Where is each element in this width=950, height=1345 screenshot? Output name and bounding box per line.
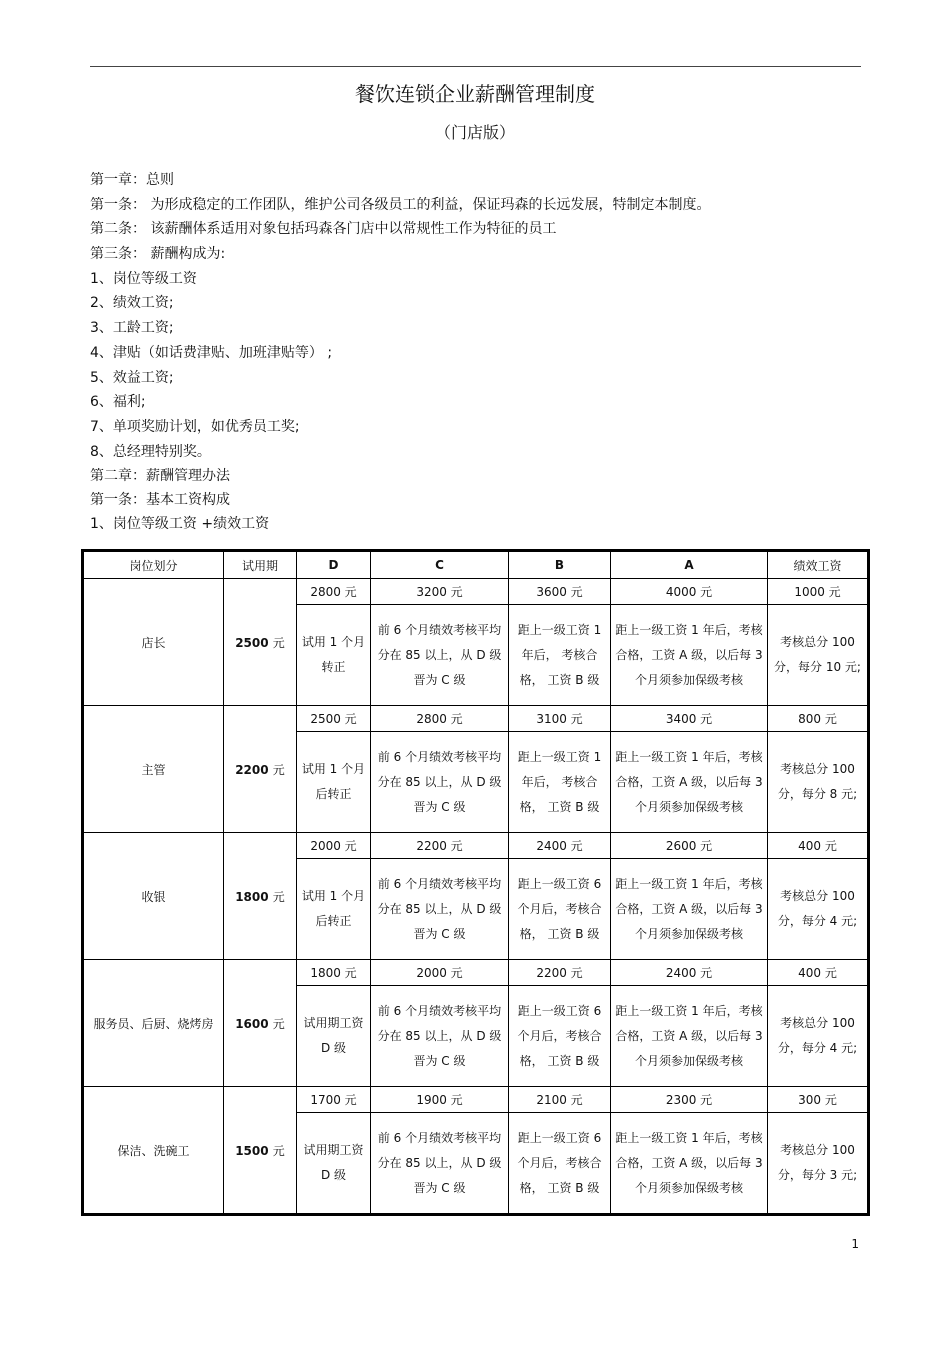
header-trial: 试用期 [224,551,297,579]
trial-salary-value: 1800 [235,889,269,904]
header-position: 岗位划分 [83,551,224,579]
level-b-rule: 距上一级工资 6 个月后，考核合格， 工资 B 级 [509,859,611,960]
position-cell: 保洁、洗碗工 [83,1087,224,1215]
level-c-salary: 2200 元 [371,833,509,859]
level-c-rule: 前 6 个月绩效考核平均分在 85 以上，从 D 级晋为 C 级 [371,859,509,960]
performance-salary: 1000 元 [768,579,869,605]
level-a-rule: 距上一级工资 1 年后，考核合格，工资 A 级，以后每 3 个月须参加保级考核 [611,859,768,960]
trial-salary-value: 2200 [235,762,269,777]
performance-salary: 300 元 [768,1087,869,1113]
header-level-b: B [509,551,611,579]
position-cell: 主管 [83,706,224,833]
trial-salary-cell [224,1087,297,1215]
header-level-c: C [371,551,509,579]
level-b-rule: 距上一级工资 6 个月后，考核合格， 工资 B 级 [509,986,611,1087]
document-body [90,168,870,536]
list-item: 4、津贴（如话费津贴、加班津贴等） ; [90,344,333,361]
level-b-rule: 距上一级工资 6 个月后，考核合格， 工资 B 级 [509,1113,611,1215]
article-1: 第一条： 为形成稳定的工作团队，维护公司各级员工的利益，保证玛森的长远发展，特制定本制度。 [90,196,711,213]
performance-salary: 800 元 [768,706,869,732]
header-level-d: D [297,551,371,579]
position-cell: 店长 [83,579,224,706]
trial-salary-cell [224,706,297,833]
level-a-salary: 2400 元 [611,960,768,986]
trial-salary-value: 2500 [235,635,269,650]
performance-salary: 400 元 [768,833,869,859]
level-b-salary: 2400 元 [509,833,611,859]
chapter-1-heading: 第一章：总则 [90,172,174,188]
performance-rule: 考核总分 100 分，每分 4 元; [768,986,869,1087]
level-a-salary: 4000 元 [611,579,768,605]
performance-rule: 考核总分 100 分，每分 8 元; [768,732,869,833]
trial-salary-unit: 元 [272,635,285,650]
table-row [83,706,869,732]
level-a-rule: 距上一级工资 1 年后，考核合格，工资 A 级，以后每 3 个月须参加保级考核 [611,732,768,833]
trial-salary-unit: 元 [272,889,285,904]
page-number: 1 [851,1237,859,1251]
level-b-salary: 3600 元 [509,579,611,605]
position-cell: 收银 [83,833,224,960]
trial-salary-unit: 元 [272,1016,285,1031]
list-item: 2、绩效工资; [90,295,174,312]
level-a-salary: 3400 元 [611,706,768,732]
level-a-rule: 距上一级工资 1 年后，考核合格，工资 A 级，以后每 3 个月须参加保级考核 [611,986,768,1087]
level-c-salary: 1900 元 [371,1087,509,1113]
level-d-salary: 2000 元 [297,833,371,859]
trial-salary-cell [224,833,297,960]
chapter-2-heading: 第二章：薪酬管理办法 [90,468,230,485]
level-c-rule: 前 6 个月绩效考核平均分在 85 以上，从 D 级晋为 C 级 [371,605,509,706]
level-c-salary: 2000 元 [371,960,509,986]
performance-rule: 考核总分 100 分，每分 10 元; [768,605,869,706]
trial-salary-unit: 元 [272,1143,285,1158]
salary-table [81,549,870,1216]
level-a-salary: 2300 元 [611,1087,768,1113]
header-performance: 绩效工资 [768,551,869,579]
level-c-rule: 前 6 个月绩效考核平均分在 85 以上，从 D 级晋为 C 级 [371,732,509,833]
level-c-rule: 前 6 个月绩效考核平均分在 85 以上，从 D 级晋为 C 级 [371,986,509,1087]
level-a-rule: 距上一级工资 1 年后，考核合格，工资 A 级，以后每 3 个月须参加保级考核 [611,605,768,706]
level-d-salary: 2500 元 [297,706,371,732]
level-a-rule: 距上一级工资 1 年后，考核合格，工资 A 级，以后每 3 个月须参加保级考核 [611,1113,768,1215]
performance-rule: 考核总分 100 分，每分 4 元; [768,859,869,960]
level-b-rule: 距上一级工资 1 年后， 考核合格， 工资 B 级 [509,605,611,706]
level-d-rule: 试用 1 个月后转正 [297,732,371,833]
level-d-salary: 2800 元 [297,579,371,605]
level-d-rule: 试用期工资 D 级 [297,986,371,1087]
chapter-2-article-1: 第一条：基本工资构成 [90,492,230,509]
trial-salary-value: 1500 [235,1143,269,1158]
list-item: 8、总经理特别奖。 [90,443,211,460]
table-row [83,579,869,605]
level-c-salary: 2800 元 [371,706,509,732]
level-b-salary: 2100 元 [509,1087,611,1113]
trial-salary-value: 1600 [235,1016,269,1031]
level-a-salary: 2600 元 [611,833,768,859]
level-c-salary: 3200 元 [371,579,509,605]
header-level-a: A [611,551,768,579]
list-item: 5、效益工资; [90,369,174,386]
level-d-rule: 试用 1 个月转正 [297,605,371,706]
level-b-salary: 3100 元 [509,706,611,732]
position-cell: 服务员、后厨、烧烤房 [83,960,224,1087]
table-row [83,833,869,859]
level-c-rule: 前 6 个月绩效考核平均分在 85 以上，从 D 级晋为 C 级 [371,1113,509,1215]
header-rule [90,66,861,67]
trial-salary-cell [224,960,297,1087]
table-row [83,960,869,986]
article-3: 第三条： 薪酬构成为: [90,246,226,263]
performance-rule: 考核总分 100 分，每分 3 元; [768,1113,869,1215]
level-b-salary: 2200 元 [509,960,611,986]
performance-salary: 400 元 [768,960,869,986]
list-item: 3、工龄工资; [90,320,174,337]
salary-composition: 1、岗位等级工资 +绩效工资 [90,516,270,533]
list-item: 1、岗位等级工资 [90,270,197,287]
level-d-salary: 1800 元 [297,960,371,986]
list-item: 6、福利; [90,394,146,411]
article-2: 第二条： 该薪酬体系适用对象包括玛森各门店中以常规性工作为特征的员工 [90,221,557,238]
trial-salary-unit: 元 [272,762,285,777]
document-subtitle: （门店版） [434,123,515,142]
level-b-rule: 距上一级工资 1 年后， 考核合格， 工资 B 级 [509,732,611,833]
table-row [83,1087,869,1113]
level-d-rule: 试用 1 个月后转正 [297,859,371,960]
trial-salary-cell [224,579,297,706]
level-d-rule: 试用期工资 D 级 [297,1113,371,1215]
list-item: 7、单项奖励计划，如优秀员工奖; [90,418,300,435]
level-d-salary: 1700 元 [297,1087,371,1113]
document-title: 餐饮连锁企业薪酬管理制度 [355,82,595,106]
